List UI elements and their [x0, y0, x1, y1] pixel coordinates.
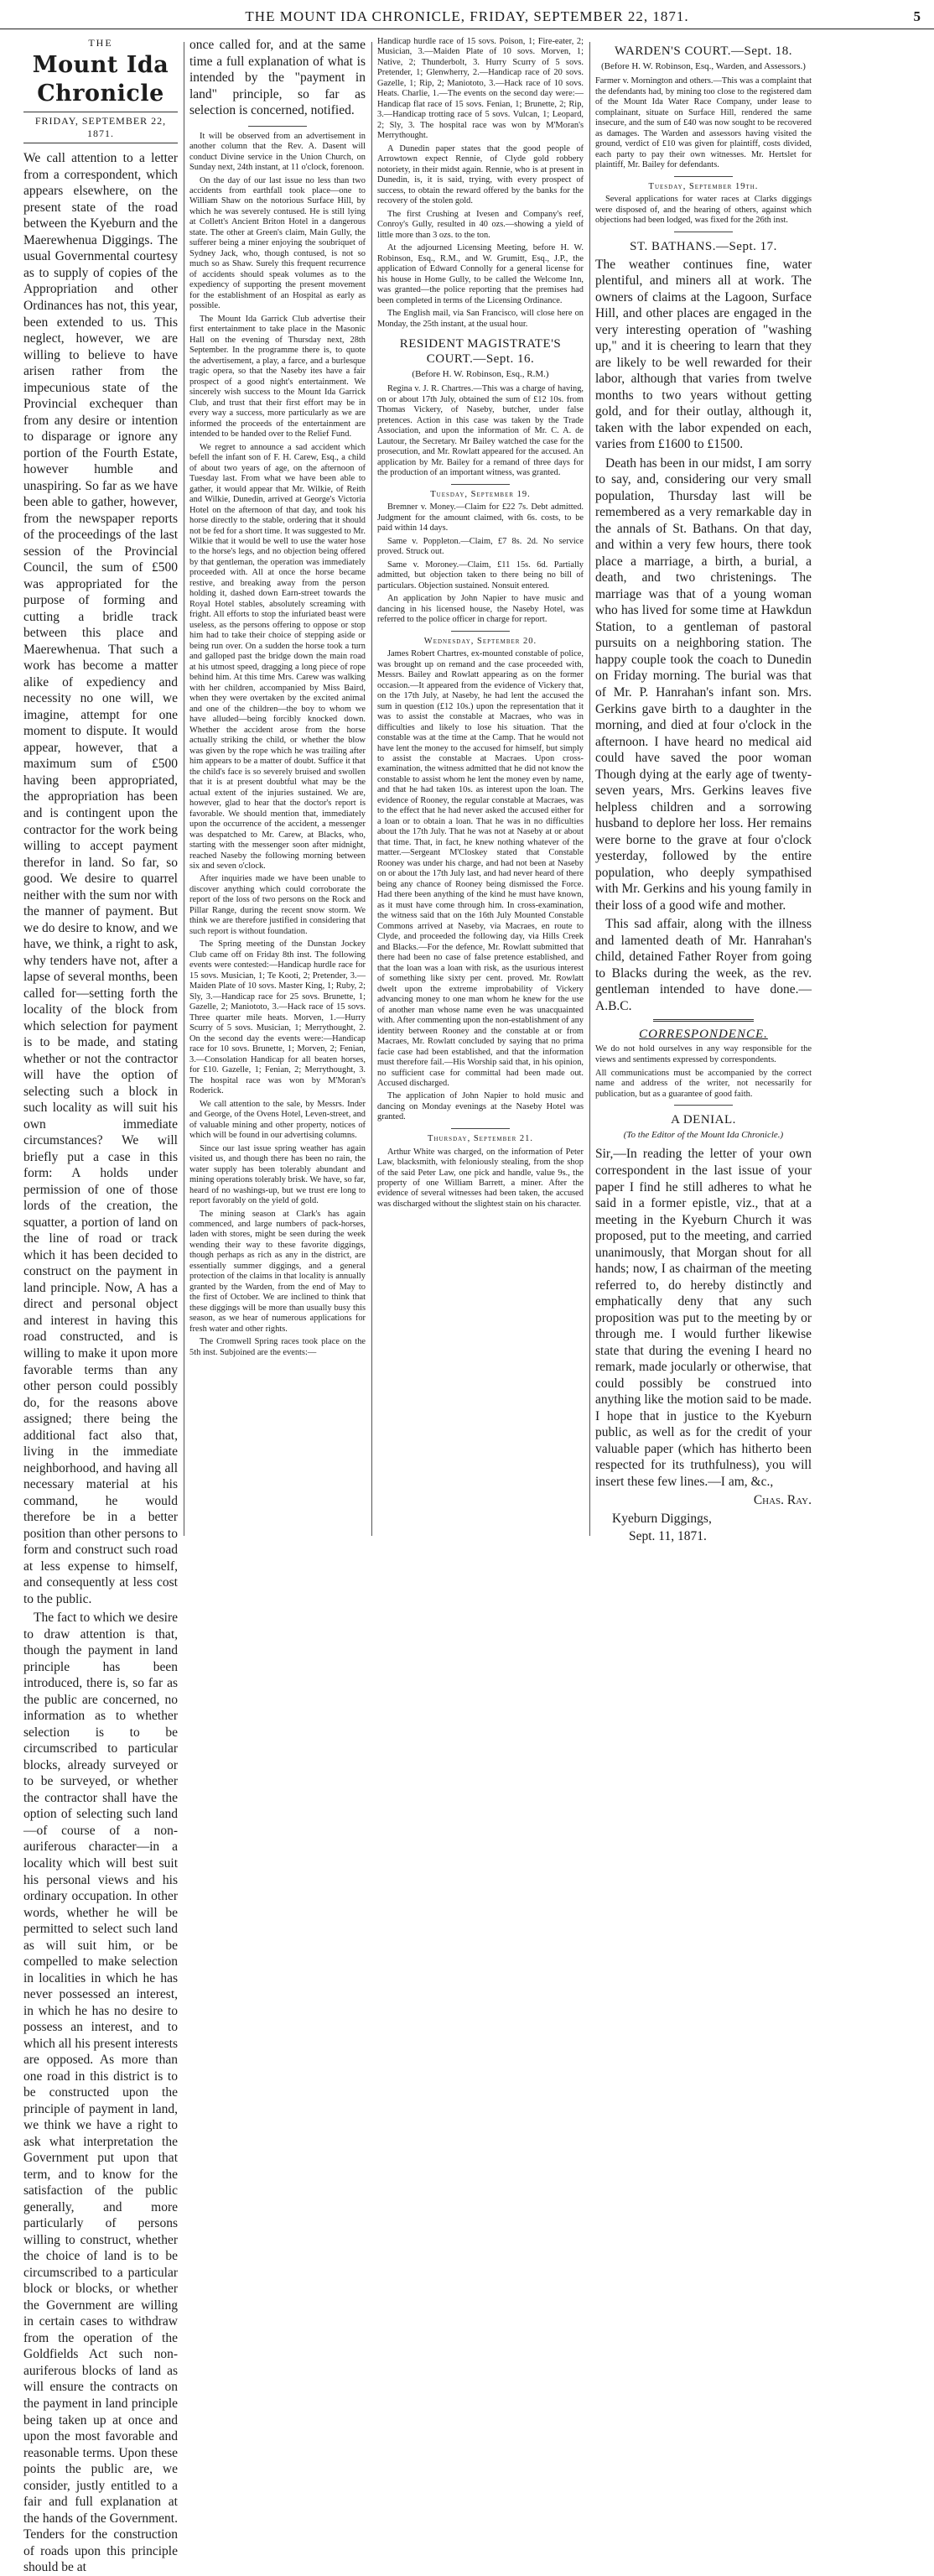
editorial-paragraph: The fact to which we desire to draw attention is that, though the payment in land principle has been introduced, there is, so far as the public are concerned, no information as to whether selection is to be circumscribed to particular blocks, already surveyed or to be surveyed, or whether the contractor shall have the option of selecting such land—of course of a non-auriferous character—in a locality which will best suit his personal views and his ordinary occupation. In other words, whether he will be permitted to select such land as will suit him, or be compelled to make selection in localities in which he has never possessed an interest, in which he has no desire to possess an interest, and to which all his present interests are opposed. As more than one road in this district is to be constructed upon the principle of payment in land, we think we have a right to ask what interpretation the Government put upon that term, and to know for the satisfaction of the public generally, and more particularly of persons willing to construct, whether the choice of land is to be circumscribed to a particular block or blocks, or whether the Government are willing in certain cases to withdraw from the operation of the Goldfields Act such non-auriferous blocks of land as will ensure the contracts on the payment in land principle being taken up at once and upon the most favorable and reasonable terms. Upon these points the public are, we consider, justly entitled to a fair and full explanation at the hands of the Government. Tenders for the construction of roads upon this principle should be at [23, 1611, 178, 2575]
running-head [0, 7, 934, 29]
wednesday-heading: Wednesday, September 20. [423, 636, 537, 646]
st-bathans-paragraph: The weather continues fine, water plentiful, and miners all at work. The owners of claims at the Lagoon, Surface Hill, and other places are engaged in the very interesting operation of "washing up," and it is cheering to learn that they are likely to be well rewarded for their labor, although that varies from twelve months to two years without getting gold, and for their outlay, although it, taken with the labor expended on each, varies from £1600 to £1500. [595, 257, 812, 452]
news-item: The English mail, via San Francisco, will close here on Monday, the 25th instant, at the usual hour. [377, 309, 584, 329]
court-report: Arthur White was charged, on the information of Peter Law, blacksmith, with feloniously stealing, from the shop of the said Peter Law, one pick and handle, value 9s., the property of one William Barrett, a miner. After the evidence of several witnesses had been taken, the accused was discharged without the slightest stain on his character. [377, 1147, 584, 1209]
court-report: Farmer v. Mornington and others.—This was a complaint that the defendants had, by mining too close to the registered dam of the Mount Ida Water Race Company, under lease to complainant, situate on Surface Hill, rendered the same insecure, and the sum of £40 was now sought to be recovered as damages. The Warden and assessors having visited the ground, verdict of £10 was given for plaintiff, costs divided, each party to pay their own witnesses. Mr. Hertslet for plaintiff, Mr. Bailey for defendants. [595, 76, 812, 170]
correspondence-notice: All communications must be accompanied by the correct name and address of the writer, not necessarily for publication, but as a guarantee of good faith. [595, 1068, 812, 1099]
separator-rule [451, 631, 510, 632]
warden-tuesday-heading: Tuesday, September 19th. [648, 181, 759, 191]
correspondence-notice: We do not hold ourselves in any way responsible for the views and sentiments expressed by correspondents. [595, 1044, 812, 1064]
letter-date: Sept. 11, 1871. [629, 1529, 707, 1544]
news-item: On the day of our last issue no less than two accidents from earthfall took place—one to William Shaw on the notorious Surface Hill, by which he was severely contused. He is still lying at Collett's Ancient Briton Hotel in a dangerous state. The other at Green's claim, Main Gully, the sufferer being a miner enjoying the soubriquet of Sydney Jack, who, though contused, is not so much so as Shaw. Surely this frequent recurrence of accidents should speak volumes as to the expediency of supporting the present movement for the establishment of an Hospital as early as possible. [189, 175, 366, 311]
st-bathans-heading: ST. BATHANS.—Sept. 17. [630, 239, 777, 253]
running-head-title: THE MOUNT IDA CHRONICLE, FRIDAY, SEPTEMBER 22, 1871. [245, 8, 689, 24]
news-item: The Mount Ida Garrick Club advertise their first entertainment to take place in the Masonic Hall on the evening of Thursday next, 28th September. In the programme there is, to quote the advertisement, a play, a farce, and a burlesque tragic opera, so that the Naseby ites have a fair prospect of a good night's entertainment. We sincerely wish success to the Mount Ida Garrick Club, and trust that their first effort may be in every way a success, more particularly as we are informed the proceeds of the entertainment are intended to be handed over to the Relief Fund. [189, 314, 366, 440]
thursday-heading: Thursday, September 21. [427, 1133, 533, 1143]
column-2 [189, 37, 366, 1536]
news-item: After inquiries made we have been unable to discover anything which could corroborate the report of the loss of two persons on the Rock and Pillar Range, during the recent snow storm. We think we are therefore justified in considering that such report is without foundation. [189, 874, 366, 936]
news-item: It will be observed from an advertisement in another column that the Rev. A. Dasent will conduct Divine service in the Union Church, on Sunday next, 24th instant, at 11 o'clock, forenoon. [189, 131, 366, 173]
news-item: The Cromwell Spring races took place on the 5th inst. Subjoined are the events:— [189, 1337, 366, 1357]
column-1 [23, 37, 178, 2575]
column-rule [589, 42, 590, 1536]
tuesday-heading: Tuesday, September 19. [430, 489, 531, 499]
column-4 [595, 37, 812, 1544]
warden-heading: WARDEN'S COURT.—Sept. 18. [615, 44, 792, 58]
court-report: Regina v. J. R. Chartres.—This was a charge of having, on or about 17th July, obtained the sum of £12 10s. from Thomas Vickery, of Naseby, butcher, under false pretences. Action in this case was taken by the Trade Association, and upon the information of Mr. C. A. de Lautour, the Secretary. Mr Bailey watched the case for the prosecution, and Mr. Rowlatt appeared for the accused. An application by Mr. Bailey for a remand of three days for the production of an important witness, was granted. [377, 384, 584, 478]
masthead-the: THE [88, 37, 113, 49]
news-item: We call attention to the sale, by Messrs. Inder and George, of the Ovens Hotel, Leven-street, and of valuable mining and other property, notices of which will be found in our advertising columns. [189, 1099, 366, 1141]
news-item: The mining season at Clark's has again commenced, and large numbers of pack-horses, laden with stores, might be seen during the week wending their way to these favorite diggings, though perhaps as rich as any in the district, are essentially summer diggings, and a general protection of the claims in that locality is annually granted by the Warden, from the end of May to the first of October. We are inclined to think that these diggings will be more than usually busy this season, as we hear of numerous applications for fresh water and other rights. [189, 1209, 366, 1334]
column-3 [377, 37, 584, 1536]
letter-body: Sir,—In reading the letter of your own correspondent in the last issue of your paper I find he still adheres to what he said in a former epistle, viz., that at a meeting in the Kyeburn Church it was proposed, put to the meeting, and carried unanimously, that Morgan shout for all hands; now, I as chairman of the meeting referred to, do hereby distinctly and emphatically deny that any such proposition was put to the meeting by or through me. I would further likewise state that during the evening I heard no remark, made jocularly or otherwise, that could possibly be construed into anything like the motion said to be made. I hope that in justice to the Kyeburn public, as well as for the credit of your valuable paper (which has hitherto been respected for its truthfulness), you will insert these few lines.—I am, &c., [595, 1147, 812, 1489]
letter-place: Kyeburn Diggings, [612, 1511, 712, 1526]
news-item: Since our last issue spring weather has again visited us, and though there has been no rain, the water supply has been tolerably abundant and mining operations tolerably brisk. We have, so far, heard of no washings-up, but we trust ere long to report favorably on the yield of gold. [189, 1143, 366, 1206]
page-number: 5 [913, 8, 921, 24]
court-report: Bremner v. Money.—Claim for £22 7s. Debt admitted. Judgment for the amount claimed, with 6s. costs, to be paid within 14 days. [377, 502, 584, 533]
court-report: Same v. Poppleton.—Claim, £7 8s. 2d. No service proved. Struck out. [377, 536, 584, 557]
separator-rule [653, 1019, 754, 1022]
court-report: An application by John Napier to have music and dancing in his licensed house, the Naseby Hotel, was referred to the police officer in charge for report. [377, 594, 584, 625]
court-report: James Robert Chartres, ex-mounted constable of police, was brought up on remand and the case proceeded with, Messrs. Bailey and Rowlatt appearing as on the former occasion.—It appeared from the evidence of Vickery that, on the 17th July, at Naseby, he had lent the accused the sum in question (£12 10s.) upon the representation that it was to assist the constable at Macraes, who was in difficulties and likely to lose his situation. That the constable was at the time at the Camp. That he would not have lent the money to the accused for himself, but simply to assist the constable at Macraes. Upon cross-examination, the witness admitted that he did not know the constable to assist whom he lent the money even by name, and that he had taken 10s. as interest upon the loan. The evidence of Rooney, the regular constable at Macraes, was to the effect that he had never asked the accused either for a loan or to obtain a loan. That he was in no difficulties about the 17th July. That he was not at Naseby at or about that time. That, in fact, he knew nothing whatever of the matter.—Sergeant M'Closkey stated that Constable Rooney was under his charge, and had not been at Naseby on or about the 17th July last, and had never heard of there being any chance of Rooney being dismissed the Force. Had there been anything of the kind he must have known, as it must have come through him. In cross-examination, the witness said that on the 16th July Mounted Constable Commons arrived at Naseby, via Macraes, en route to Clyde, and proceeded the following day, via Hills Creek and Blacks.—For the defence, Mr. Rowlatt submitted that there had been no case of false pretence established, and that the loan was a loan with risk, as the usurious interest of something like sixty per cent. proved. Mr. Rowlatt dwelt upon the extreme improbability of Vickery advancing money to one man whom he knew for the use of another man whose name even he was unacquainted with. After commenting upon the non-establishment of any identity between Rooney and the constable at or from Macraes, Mr. Rowlatt concluded by saying that no prima facie case had been established, and that the information must therefore fail.—His Worship said that, in his opinion, no sufficient case for committal had been made out. Accused discharged. [377, 649, 584, 1088]
court-report: The application of John Napier to hold music and dancing on Monday evenings at the Naseby Hotel was granted. [377, 1091, 584, 1122]
separator-rule [674, 176, 733, 177]
news-item: We regret to announce a sad accident which befell the infant son of F. H. Carew, Esq., a child of about two years of age, on the afternoon of Tuesday last. From what we have been able to gather, it would appear that Mr. Wilkie, of Reith and Wilkie, Dunedin, arrived at George's Victoria Hotel on the afternoon of that day, and took his horse directly to the stable, ordering that it should not be fed for a short time. It was suggested to Mr. Wilkie that it would be well to use the water hose to the horse's legs, and no objection being offered by that gentleman, the operation was immediately proceeded with. All at once the horse became restive, and breaking away from the person holding it, dashed down Earn-street towards the Royal Hotel stables, absolutely screaming with fright. All efforts to stop the infuriated beast were useless, as the persons offering to oppose or stop him had to take their choice of stepping aside or being run over. On a sudden the horse took a turn and galloped past the bridge down the main road at his utmost speed, dragging a long piece of rope behind him. At this time Mrs. Carew was walking with her children, accompanied by Miss Baird, when they were overtaken by the excited animal and one of the children—the boy to whom we have alluded—being forcibly knocked down. Whether the accident arose from the horse actually striking the child, or whether the blow was given by the rope which he was trailing after him appears to be a matter of doubt. Suffice it that the child's face is so severely bruised and swollen that it is at present doubtful what may be the actual extent of the injuries sustained. We are, however, glad to hear that the doctor's report is favorable. We should mention that, immediately upon the occurrence of the accident, a messenger was despatched to Mr. Carew, at Blacks, who, starting with the messenger soon after midnight, reached Naseby the following morning between six and seven o'clock. [189, 442, 366, 871]
court-report: Same v. Moroney.—Claim, £11 15s. 6d. Partially admitted, but objection taken to there being no bill of particulars. Objection sustained. Nonsuit entered. [377, 559, 584, 591]
news-item: A Dunedin paper states that the good people of Arrowtown expect Rennie, of Clyde gold robbery notoriety, in their midst again. Rennie, who is at present in Dunedin, is, it is said, trying, with every prospect of success, to obtain the reward offered by the banks for the recovery of the stolen gold. [377, 143, 584, 206]
denial-heading: A DENIAL. [671, 1113, 736, 1127]
court-report: Several applications for water races at Clarks diggings were disposed of, and the hearing of others, against which objections had been lodged, was fixed for the 26th inst. [595, 195, 812, 226]
separator-rule [674, 1105, 733, 1106]
news-item: The first Crushing at Ivesen and Company's reef, Conroy's Gully, resulted in 40 ozs.—showing a yield of little more than 3 ozs. to the ton. [377, 209, 584, 240]
warden-subheading: (Before H. W. Robinson, Esq., Warden, and Assessors.) [601, 61, 806, 71]
court-subheading: (Before H. W. Robinson, Esq., R.M.) [412, 369, 549, 380]
denial-editor-line: (To the Editor of the Mount Ida Chronicle.) [623, 1130, 784, 1141]
editorial-paragraph: We call attention to a letter from a correspondent, which appears elsewhere, on the present state of the road between the Kyeburn and the Maerewhenua Diggings. The usual Governmental courtesy as to supply of copies of the Appropriation and other Ordinances has not, this year, been extended to us. This neglect, however, we are willing to believe to have arisen rather from the impecunious state of the Provincial exchequer than from any desire or intention to disparage or ignore any portion of the Fourth Estate, however humble and unaspiring. So far as we have been able to gather, however, from the newspaper reports of the proceedings of the last session of the Provincial Council, the sum of £500 was appropriated for the purpose of forming and cutting a bridle track between this place and Maerewhenua. That such a work has become a matter alike of expediency and necessity no one will, we imagine, attempt for one moment to dispute. It would appear, however, that a maximum sum of £500 having been appropriated, the appropriation has been and is contingent upon the contractor for the work being willing to accept payment therefor in land. So far, so good. We desire to quarrel neither with the sum nor with the manner of payment. But we do desire to know, and we have, we think, a right to ask, why tenders have not, after a lapse of several months, been called for—setting forth the locality of the block from which selection for payment is to be made, and stating whether or not the contractor will have the option of selecting such a block in such locality as will suit his own immediate circumstances? We will briefly put a case in this form: A holds under permission of one of those lords of the creation, the squatter, a portion of land on the line of road or track which it has been decided to construct on the payment in land principle. Now, A has a direct and personal object and interest in having this road constructed, and is willing to make it upon more favorable terms than any other person could possibly do, for the reasons above assigned; there being the additional fact also that, living in the immediate neighborhood, and having all necessary material at his command, he would therefore be in a better position than other persons to form and construct such road at less expense to himself, and consequently at less cost to the public. [23, 151, 178, 1606]
masthead [23, 37, 178, 143]
news-item: At the adjourned Licensing Meeting, before H. W. Robinson, Esq., R.M., and W. Grumitt, Esq., J.P., the application of Edward Connolly for a general license for his house in Home Gully, to be called the Welcome Inn, was granted—the police reporting that the premises had been completed in terms of the Licensing Ordinance. [377, 243, 584, 305]
court-heading: RESIDENT MAGISTRATE'S COURT.—Sept. 16. [399, 337, 562, 367]
separator-rule [451, 484, 510, 485]
news-item: Handicap hurdle race of 15 sovs. Poison, 1; Fire-eater, 2; Musician, 3.—Maiden Plate of 10 sovs. Morven, 1; Native, 2; Thunderbolt, 3. Hurry Scurry of 5 sovs. Pretender, 1; Glenwherry, 2.—Handicap race of 20 sovs. Gazelle, 1; Rip, 2; Maniototo, 3.—Hack race of 10 sovs. Heats. Charlie, 1.—The events on the second day were:—Handicap flat race of 15 sovs. Fenian, 1; Brunette, 2; Rip, 3.—Handicap trotting race of 5 sovs. Vulcan, 1; Leopard, 2; Sly, 3. The hospital race was won by M'Moran's Merrythought. [377, 37, 584, 141]
letter-signature: Chas. Ray. [753, 1493, 812, 1508]
correspondence-heading: CORRESPONDENCE. [639, 1028, 768, 1042]
separator-rule [451, 1128, 510, 1129]
editorial-continuation: once called for, and at the same time a full explanation of what is intended by the "payment in land" principle, so far as selection is concerned, notified. [189, 38, 366, 118]
news-item: The Spring meeting of the Dunstan Jockey Club came off on Friday 8th inst. The following events were contested:—Handicap hurdle race for 15 sovs. Musician, 1; Te Kooti, 2; Pretender, 3.—Maiden Plate of 10 sovs. Master King, 1; Ruby, 2; Sly, 3.—Handicap race for 25 sovs. Brunette, 1; Gazelle, 2; Maniototo, 3.—Hack race of 15 sovs. Three quarter mile heats. Morven, 1.—Hurry Scurry of 5 sovs. Musician, 1; Merrythought, 2. On the second day the events were:—Handicap race for 10 sovs. Brunette, 1; Morven, 2; Fenian, 3.—Consolation Handicap for all beaten horses, for £10. Gazelle, 1; Fenian, 2; Merrythought, 3. The hospital race was won by M'Moran's Roderick. [189, 939, 366, 1096]
separator-rule [248, 126, 307, 127]
st-bathans-paragraph: This sad affair, along with the illness and lamented death of Mr. Hanrahan's child, detained Father Royer from going to Blacks during the week, as the rev. gentleman intended to have done.—A.B.C. [595, 917, 812, 1013]
masthead-name: Mount Ida Chronicle [32, 52, 169, 107]
column-rule [371, 42, 372, 1536]
masthead-date: FRIDAY, SEPTEMBER 22, 1871. [23, 112, 178, 143]
st-bathans-paragraph: Death has been in our midst, I am sorry to say, and, considering our very small population, Thursday last will be remembered as a very remarkable day in the annals of St. Bathans. On that day, and within a very few hours, there took place a marriage, a birth, a burial, a death, and two christenings. The marriage was that of a young woman who has lived for some time at Hawkdun Station, to a gentleman of pastoral pursuits on a neighboring station. The happy couple took the coach to Dunedin on Friday morning. The burial was that of Mr. P. Hanrahan's infant son. Mrs. Gerkins gave birth to a daughter in the morning, and died at four o'clock in the afternoon. I have heard no medical aid could have saved the poor woman Though dying at the early age of twenty-seven years, Mrs. Gerkins leaves five helpless children and a sorrowing husband to deplore her loss. Her remains were borne to the grave at four o'clock yesterday, followed by the entire population, who deeply sympathised with Mr. Gerkins and his young family in their loss of a good wife and mother. [595, 455, 812, 913]
